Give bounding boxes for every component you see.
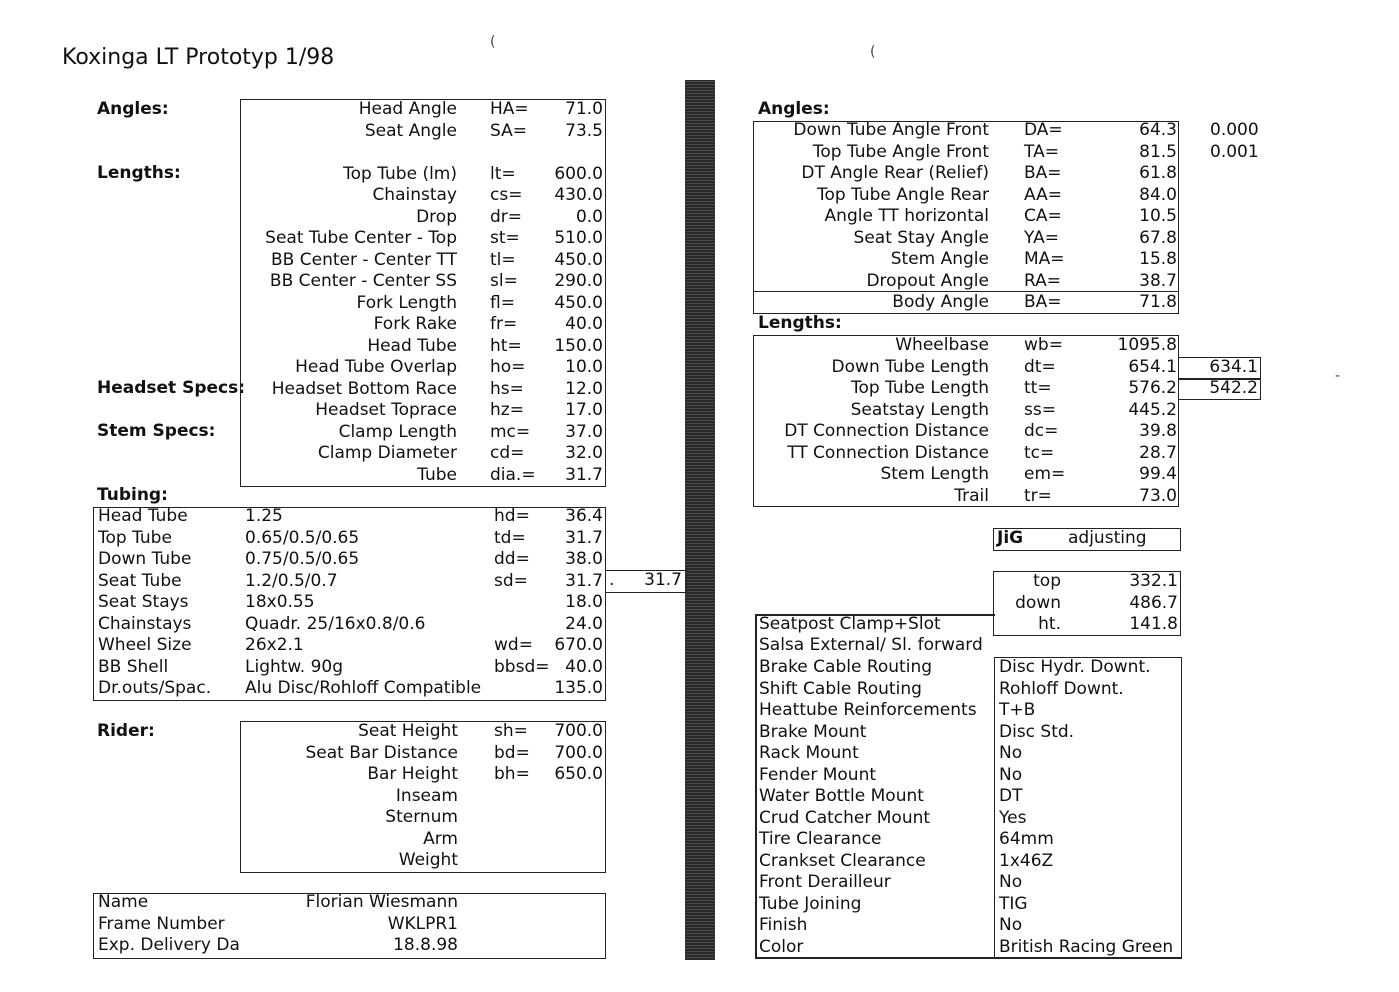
tubing-symbol: bbsd= <box>494 656 550 677</box>
option-label: Crud Catcher Mount <box>759 807 931 828</box>
scan-mark: . <box>609 570 615 590</box>
angle-label: Down Tube Angle Front <box>793 120 989 140</box>
geometry-label: Seat Angle <box>364 120 457 141</box>
jig-value-label: top <box>1033 571 1061 591</box>
geometry-value: 290.0 <box>554 271 603 291</box>
angle-symbol: YA= <box>1024 227 1059 248</box>
tubing-spec: 0.75/0.5/0.65 <box>245 549 360 569</box>
tubing-symbol: sd= <box>494 570 528 591</box>
angle-label: Top Tube Angle Rear <box>816 184 989 205</box>
option-value: No <box>999 764 1023 785</box>
jig-value: 141.8 <box>1129 614 1178 634</box>
geometry-value: 12.0 <box>565 378 603 399</box>
length-symbol: tc= <box>1024 442 1055 463</box>
geometry-symbol: ho= <box>490 357 526 377</box>
jig-value-label: ht. <box>1038 614 1061 634</box>
tubing-name: Top Tube <box>98 527 172 548</box>
geometry-label: Clamp Diameter <box>317 443 457 463</box>
geometry-value: 430.0 <box>554 185 603 205</box>
tubing-name: Seat Tube <box>98 570 182 591</box>
option-label: Tire Clearance <box>759 829 882 849</box>
rider-label: Inseam <box>395 785 458 806</box>
order-label: Frame Number <box>98 913 225 934</box>
section-angles: Angles: <box>97 99 169 119</box>
length-value: 28.7 <box>1139 442 1177 463</box>
angle-symbol: TA= <box>1024 141 1059 162</box>
length-symbol: tt= <box>1024 378 1052 398</box>
tubing-value: 40.0 <box>565 656 603 677</box>
tubing-name: Head Tube <box>98 506 188 526</box>
geometry-label: Seat Tube Center - Top <box>265 228 457 248</box>
scan-mark: - <box>1335 368 1341 384</box>
geometry-value: 71.0 <box>565 99 603 119</box>
angle-label: DT Angle Rear (Relief) <box>801 163 989 183</box>
section-rider: Rider: <box>97 721 155 741</box>
option-value: No <box>999 743 1023 763</box>
rider-label: Bar Height <box>367 764 458 784</box>
rider-label: Seat Height <box>358 721 458 741</box>
tubing-name: Chainstays <box>98 613 192 634</box>
section-stem-specs: Stem Specs: <box>97 421 216 441</box>
angle-extra-value: 0.000 <box>1210 120 1259 140</box>
geometry-symbol: lt= <box>490 163 516 184</box>
tubing-value: 24.0 <box>565 613 603 634</box>
option-label: Water Bottle Mount <box>759 786 924 806</box>
section-tubing: Tubing: <box>97 485 168 505</box>
geometry-value: 40.0 <box>565 314 603 334</box>
order-label: Exp. Delivery Da <box>98 935 240 955</box>
geometry-symbol: dr= <box>490 206 523 227</box>
geometry-symbol: hz= <box>490 400 524 420</box>
scan-mark: ( <box>870 44 876 60</box>
geometry-symbol: cd= <box>490 443 525 463</box>
option-label: Fender Mount <box>759 764 877 785</box>
geometry-label: Head Tube <box>367 335 457 356</box>
geometry-label: Fork Length <box>356 292 457 313</box>
angle-value: 81.5 <box>1139 141 1177 162</box>
order-value: 18.8.98 <box>393 935 458 955</box>
geometry-value: 31.7 <box>565 464 603 485</box>
angle-label: Top Tube Angle Front <box>812 141 989 162</box>
tubing-spec: Alu Disc/Rohloff Compatible <box>245 678 482 698</box>
order-value: Florian Wiesmann <box>305 892 458 912</box>
rider-label: Arm <box>423 828 458 849</box>
rider-value: 700.0 <box>554 721 603 741</box>
angle-symbol: CA= <box>1024 206 1062 226</box>
jig-status: adjusting <box>1068 528 1147 548</box>
tubing-symbol: hd= <box>494 506 530 526</box>
length-label: Seatstay Length <box>850 399 989 420</box>
option-value: Rohloff Downt. <box>999 678 1124 699</box>
option-label: Brake Mount <box>759 721 867 742</box>
angle-symbol: DA= <box>1024 120 1063 140</box>
angle-value: 61.8 <box>1139 163 1177 183</box>
geometry-value: 510.0 <box>554 228 603 248</box>
geometry-label: Tube <box>417 464 457 485</box>
geometry-symbol: HA= <box>490 99 529 119</box>
tubing-value: 135.0 <box>554 678 603 698</box>
jig-label: JiG <box>997 528 1024 548</box>
angle-value: 15.8 <box>1139 249 1177 269</box>
option-value: No <box>999 872 1023 892</box>
angle-label: Angle TT horizontal <box>824 206 989 226</box>
tubing-spec: Lightw. 90g <box>245 656 343 677</box>
tubing-spec: 1.25 <box>245 506 283 526</box>
length-value: 576.2 <box>1128 378 1177 398</box>
tubing-name: BB Shell <box>98 656 169 677</box>
geometry-label: Top Tube (lm) <box>343 163 457 184</box>
option-value: Disc Std. <box>999 721 1075 742</box>
tubing-value: 38.0 <box>565 549 603 569</box>
geometry-value: 32.0 <box>565 443 603 463</box>
geometry-value: 450.0 <box>554 292 603 313</box>
tubing-spec: 1.2/0.5/0.7 <box>245 570 338 591</box>
length-label: Stem Length <box>880 464 989 484</box>
length-symbol: em= <box>1024 464 1066 484</box>
geometry-value: 0.0 <box>575 206 603 227</box>
geometry-symbol: sl= <box>490 271 518 291</box>
rider-label: Weight <box>398 850 458 870</box>
tubing-name: Wheel Size <box>98 635 192 655</box>
tubing-symbol: wd= <box>494 635 533 655</box>
geometry-label: BB Center - Center TT <box>271 249 457 270</box>
length-symbol: dc= <box>1024 421 1059 441</box>
rider-symbol: bd= <box>494 742 530 763</box>
length-value: 654.1 <box>1128 356 1177 377</box>
page-title: Koxinga LT Prototyp 1/98 <box>62 45 335 70</box>
angle-value: 67.8 <box>1139 227 1177 248</box>
options-left-line <box>755 614 757 958</box>
angle-label: Dropout Angle <box>866 270 989 291</box>
geometry-label: Headset Bottom Race <box>271 378 457 399</box>
length-value: 39.8 <box>1139 421 1177 441</box>
geometry-symbol: st= <box>490 228 520 248</box>
geometry-symbol: ht= <box>490 335 522 356</box>
angle-label: Seat Stay Angle <box>853 227 989 248</box>
length-value: 73.0 <box>1139 485 1177 506</box>
length-symbol: ss= <box>1024 399 1056 420</box>
length-label: DT Connection Distance <box>784 421 989 441</box>
geometry-label: Head Angle <box>358 99 457 119</box>
angle-symbol: AA= <box>1024 184 1062 205</box>
geometry-symbol: SA= <box>490 120 527 141</box>
geometry-label: Head Tube Overlap <box>295 357 457 377</box>
option-value: Disc Hydr. Downt. <box>999 657 1151 677</box>
jig-value: 486.7 <box>1129 592 1178 613</box>
tubing-value: 31.7 <box>565 570 603 591</box>
rider-value: 650.0 <box>554 764 603 784</box>
geometry-symbol: fl= <box>490 292 515 313</box>
option-label: Brake Cable Routing <box>759 657 933 677</box>
tubing-symbol: td= <box>494 527 526 548</box>
angle-symbol: RA= <box>1024 270 1061 291</box>
tubing-name: Seat Stays <box>98 592 189 612</box>
tubing-spec: 0.65/0.5/0.65 <box>245 527 360 548</box>
geometry-label: Headset Toprace <box>315 400 457 420</box>
order-label: Name <box>98 892 149 912</box>
option-label: Color <box>759 936 804 957</box>
geometry-symbol: cs= <box>490 185 523 205</box>
geometry-value: 600.0 <box>554 163 603 184</box>
angle-value: 10.5 <box>1139 206 1177 226</box>
option-label: Finish <box>759 915 808 935</box>
option-value: 1x46Z <box>999 850 1054 871</box>
angle-symbol: MA= <box>1024 249 1065 269</box>
option-value: 64mm <box>999 829 1054 849</box>
seatpost-line-2: Salsa External/ Sl. forward <box>759 635 983 655</box>
jig-value: 332.1 <box>1129 571 1178 591</box>
option-value: British Racing Green <box>999 936 1174 957</box>
option-value: DT <box>999 786 1023 806</box>
length-label: Top Tube Length <box>851 378 989 398</box>
option-label: Front Derailleur <box>759 872 891 892</box>
tubing-name: Down Tube <box>98 549 192 569</box>
length-extra-value: 634.1 <box>1209 356 1258 377</box>
tubing-value: 18.0 <box>565 592 603 612</box>
body-angle-label: Body Angle <box>892 292 989 312</box>
rider-value: 700.0 <box>554 742 603 763</box>
seat-tube-extra-value: 31.7 <box>644 570 682 590</box>
center-divider-bar <box>685 80 715 960</box>
section-right-lengths: Lengths: <box>758 313 842 333</box>
option-value: Yes <box>999 807 1027 828</box>
geometry-symbol: mc= <box>490 421 531 442</box>
geometry-value: 450.0 <box>554 249 603 270</box>
scan-mark: ( <box>490 34 496 50</box>
length-value: 99.4 <box>1139 464 1177 484</box>
length-value: 445.2 <box>1128 399 1177 420</box>
geometry-symbol: fr= <box>490 314 518 334</box>
rider-symbol: sh= <box>494 721 528 741</box>
length-extra-value: 542.2 <box>1209 378 1258 398</box>
angle-symbol: BA= <box>1024 163 1062 183</box>
angle-value: 84.0 <box>1139 184 1177 205</box>
body-angle-symbol: BA= <box>1024 292 1062 312</box>
angle-value: 38.7 <box>1139 270 1177 291</box>
angle-label: Stem Angle <box>890 249 989 269</box>
rider-label: Seat Bar Distance <box>305 742 458 763</box>
option-value: TIG <box>999 893 1028 914</box>
option-label: Rack Mount <box>759 743 859 763</box>
length-label: Down Tube Length <box>831 356 989 377</box>
geometry-label: Fork Rake <box>373 314 457 334</box>
section-lengths: Lengths: <box>97 163 181 183</box>
geometry-symbol: hs= <box>490 378 524 399</box>
length-symbol: dt= <box>1024 356 1056 377</box>
length-value: 1095.8 <box>1117 335 1177 355</box>
option-label: Heattube Reinforcements <box>759 700 977 720</box>
geometry-value: 17.0 <box>565 400 603 420</box>
length-label: Trail <box>954 485 989 506</box>
seatpost-line-1: Seatpost Clamp+Slot <box>759 614 941 634</box>
geometry-label: Clamp Length <box>338 421 457 442</box>
geometry-value: 10.0 <box>565 357 603 377</box>
option-label: Crankset Clearance <box>759 850 926 871</box>
geometry-value: 150.0 <box>554 335 603 356</box>
option-label: Tube Joining <box>759 893 862 914</box>
option-value: T+B <box>999 700 1036 720</box>
rider-symbol: bh= <box>494 764 530 784</box>
length-label: Wheelbase <box>895 335 989 355</box>
rider-label: Sternum <box>385 807 458 827</box>
section-headset-specs: Headset Specs: <box>97 378 246 398</box>
tubing-spec: 26x2.1 <box>245 635 304 655</box>
angle-extra-value: 0.001 <box>1210 141 1259 162</box>
option-value: No <box>999 915 1023 935</box>
tubing-value: 36.4 <box>565 506 603 526</box>
section-right-angles: Angles: <box>758 99 830 119</box>
tubing-symbol: dd= <box>494 549 530 569</box>
geometry-value: 73.5 <box>565 120 603 141</box>
tubing-spec: Quadr. 25/16x0.8/0.6 <box>245 613 426 634</box>
tubing-spec: 18x0.55 <box>245 592 315 612</box>
geometry-label: Chainstay <box>372 185 457 205</box>
order-value: WKLPR1 <box>387 913 458 934</box>
body-angle-value: 71.8 <box>1139 292 1177 312</box>
length-symbol: tr= <box>1024 485 1052 506</box>
option-label: Shift Cable Routing <box>759 678 922 699</box>
geometry-label: Drop <box>416 206 457 227</box>
tubing-name: Dr.outs/Spac. <box>98 678 212 698</box>
tubing-value: 670.0 <box>554 635 603 655</box>
angle-value: 64.3 <box>1139 120 1177 140</box>
tubing-value: 31.7 <box>565 527 603 548</box>
length-label: TT Connection Distance <box>787 442 989 463</box>
geometry-symbol: dia.= <box>490 464 536 485</box>
geometry-symbol: tl= <box>490 249 516 270</box>
geometry-value: 37.0 <box>565 421 603 442</box>
jig-value-label: down <box>1015 592 1061 613</box>
length-symbol: wb= <box>1024 335 1063 355</box>
geometry-label: BB Center - Center SS <box>269 271 457 291</box>
